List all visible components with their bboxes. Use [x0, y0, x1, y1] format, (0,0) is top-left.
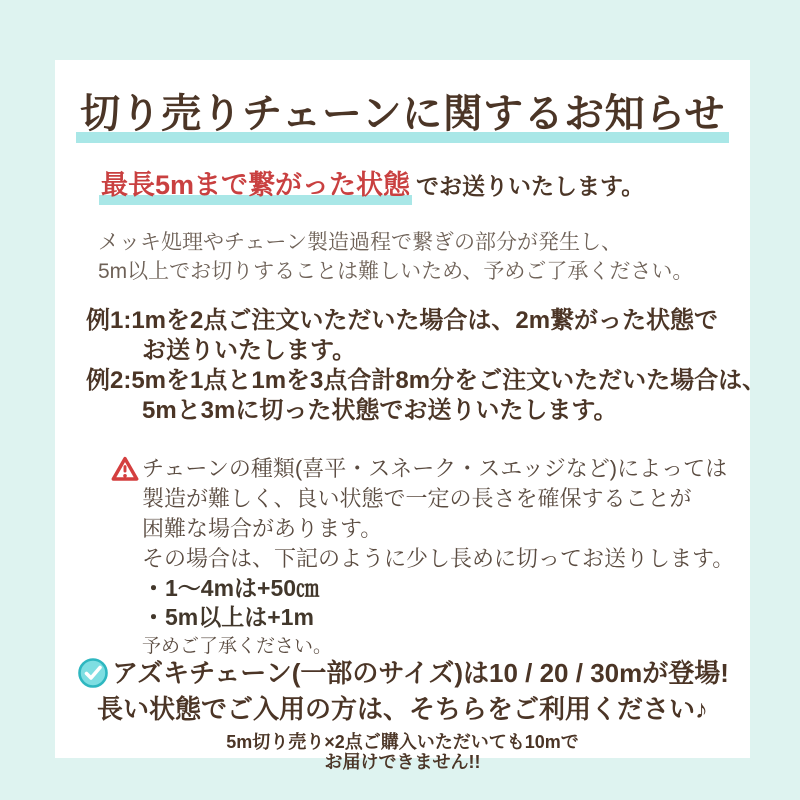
warning-line: チェーンの種類(喜平・スネーク・スエッジなど)によっては — [142, 456, 728, 481]
subtitle-highlight: 最長5mまで繋がった状態 — [99, 170, 412, 205]
example2-line2: 5mと3mに切った状態でお送りいたします。 — [142, 397, 618, 424]
promo-line2-text: 長い状態でご入用の方は、そちらをご利用ください♪ — [96, 694, 708, 724]
warning-first-line — [111, 454, 734, 484]
warning-note: 予めご了承ください。 — [142, 636, 333, 657]
example1-line2: お送りいたします。 — [142, 337, 357, 364]
example1-line1: 例1:1mを2点ご注文いただいた場合は、2m繋がった状態で — [86, 307, 719, 334]
intro-paragraph — [98, 228, 693, 286]
page-title-text: 切り売りチェーンに関するお知らせ — [76, 92, 729, 143]
check-circle-icon — [76, 656, 110, 690]
warning-line: 製造が難しく、良い状態で一定の長さを確保することが — [142, 486, 692, 511]
page-title — [55, 82, 750, 139]
warning-bullet: ・1〜4mは+50㎝ — [142, 575, 320, 601]
warning-section — [111, 454, 734, 659]
promo-sub-line: 5m切り売り×2点ご購入いただいても10mで — [226, 732, 579, 752]
warning-triangle-icon — [111, 456, 139, 482]
promo-section — [55, 656, 750, 772]
warning-line: その場合は、下記のように少し長めに切ってお送りします。 — [142, 546, 735, 571]
intro-line: 5m以上でお切りすることは難しいため、予めご了承ください。 — [98, 260, 694, 283]
subtitle-suffix: でお送りいたします。 — [416, 173, 645, 199]
notice-card — [55, 60, 767, 772]
promo-first-line — [55, 656, 750, 690]
intro-line: メッキ処理やチェーン製造過程で繋ぎの部分が発生し、 — [98, 231, 622, 254]
examples-section — [86, 306, 766, 426]
promo-line1-text: アズキチェーン(一部のサイズ)は10 / 20 / 30mが登場! — [112, 657, 729, 688]
warning-bullet: ・5m以上は+1m — [142, 604, 314, 630]
promo-sub-line: お届けできません!! — [324, 752, 481, 772]
warning-line: 困難な場合があります。 — [142, 516, 383, 541]
subtitle — [99, 163, 644, 202]
example2-line1: 例2:5mを1点と1mを3点合計8m分をご注文いただいた場合は、 — [86, 367, 767, 394]
